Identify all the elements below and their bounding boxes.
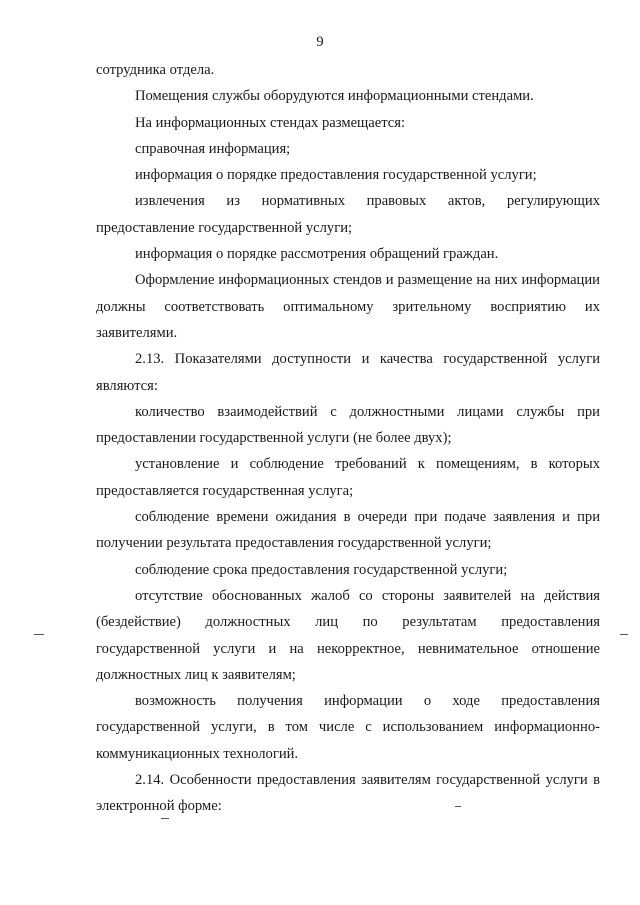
list-item-no-complaints: отсутствие обоснованных жалоб со стороны заявителей на действия (бездействие) должностных лиц по результатам предоставления государственной услуги и на некорректное, невнимательное отношение должностных лиц к заявителям;	[96, 587, 600, 683]
scan-mark-left	[34, 634, 44, 635]
list-item-waiting-time: соблюдение времени ожидания в очереди при подаче заявления и при получении результата предоставления государственной услуги;	[96, 509, 600, 552]
list-item-reference-info: справочная информация;	[135, 140, 291, 157]
list-item-interactions-count: количество взаимодействий с должностными лицами службы при предоставлении государственной услуги (не более двух);	[96, 403, 600, 447]
section-2-13-heading: 2.13. Показателями доступности и качества государственной услуги являются:	[96, 351, 600, 394]
list-item-appeals-info: информация о порядке рассмотрения обращений граждан.	[135, 246, 499, 263]
list-item-legal-extracts: извлечения из нормативных правовых актов, регулирующих предоставление государственной услуги;	[96, 193, 600, 236]
scan-mark-bottom-right	[455, 806, 461, 807]
document-body	[96, 57, 600, 820]
list-item-premises-requirements: установление и соблюдение требований к помещениям, в которых предоставляется государственная услуга;	[96, 456, 600, 499]
list-item-service-deadline: соблюдение срока предоставления государственной услуги;	[135, 561, 508, 578]
list-item-progress-info: возможность получения информации о ходе предоставления государственной услуги, в том числе с использованием информационно-коммуникационных технологий.	[96, 693, 600, 762]
paragraph-stands-equipped: Помещения службы оборудуются информационными стендами.	[135, 88, 534, 105]
paragraph-stands-design: Оформление информационных стендов и размещение на них информации должны соответствовать оптимальному зрительному восприятию их заявителями.	[96, 272, 600, 341]
scan-mark-right	[620, 634, 628, 635]
page-number: 9	[316, 34, 324, 50]
section-2-14-heading: 2.14. Особенности предоставления заявителям государственной услуги в электронной форме:	[96, 772, 600, 815]
list-item-procedure-info: информация о порядке предоставления государственной услуги;	[135, 167, 537, 184]
paragraph-continuation: сотрудника отдела.	[96, 62, 215, 78]
paragraph-stands-contents-intro: На информационных стендах размещается:	[135, 114, 406, 131]
scan-mark-bottom-left	[161, 818, 169, 819]
